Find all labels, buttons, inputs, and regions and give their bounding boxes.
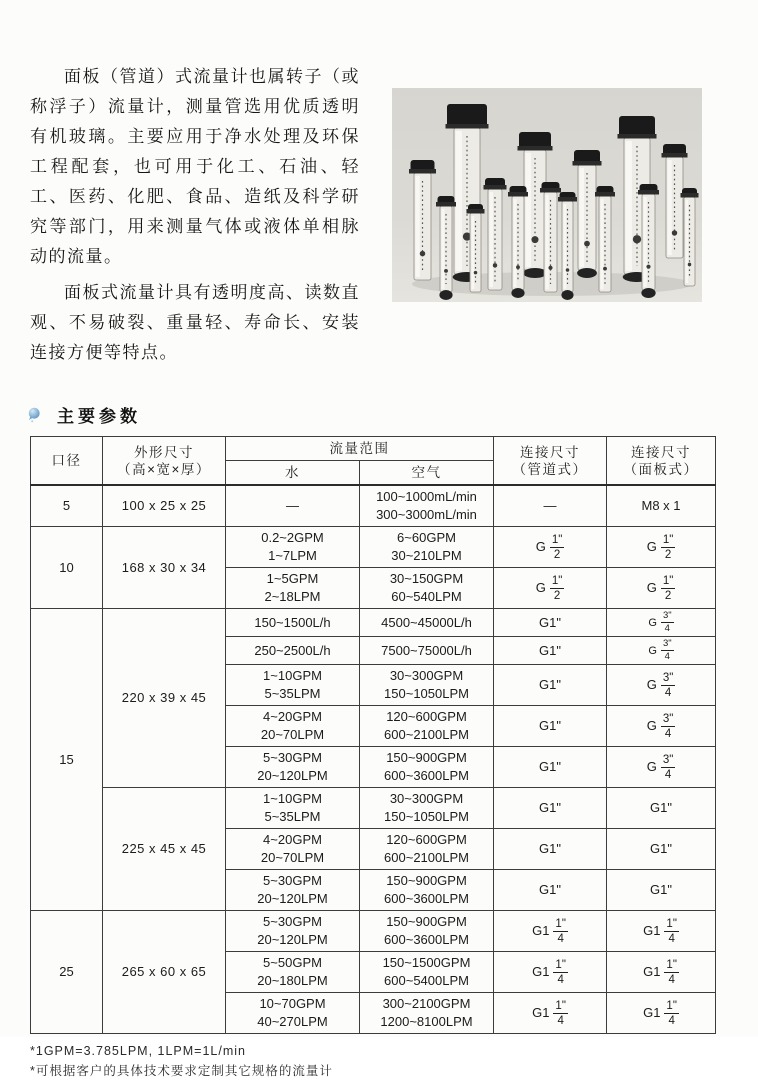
intro-text [30,62,360,368]
water-range-cell: 150~1500L/h [226,609,360,637]
air-range-cell: 120~600GPM 600~2100LPM [360,706,494,747]
table-row [31,609,716,637]
air-range-cell: 30~300GPM 150~1050LPM [360,665,494,706]
table-row [31,485,716,527]
pipe-connection-cell: G1" [494,706,607,747]
pipe-connection-cell: G1 $\frac{1"}{4}$ [494,993,607,1034]
pipe-connection-cell: G $\frac{1"}{2}$ [494,527,607,568]
spec-table-header [31,437,716,486]
water-range-cell: 4~20GPM 20~70LPM [226,706,360,747]
panel-connection-cell: G $\frac{3"}{4}$ [607,609,716,637]
water-range-cell: — [226,485,360,527]
panel-connection-cell: G1 $\frac{1"}{4}$ [607,911,716,952]
water-range-cell: 1~10GPM 5~35LPM [226,788,360,829]
pipe-connection-cell: G1" [494,637,607,665]
air-range-cell: 4500~45000L/h [360,609,494,637]
water-range-cell: 250~2500L/h [226,637,360,665]
panel-connection-cell: G1" [607,870,716,911]
spec-table [30,436,716,1034]
air-range-cell: 7500~75000L/h [360,637,494,665]
panel-connection-cell: G $\frac{3"}{4}$ [607,665,716,706]
size-cell: 225 x 45 x 45 [103,788,226,911]
spec-table-body [31,485,716,1034]
panel-connection-cell: G1" [607,788,716,829]
header-flow-range: 流量范围 [226,437,494,461]
panel-connection-cell: G $\frac{1"}{2}$ [607,568,716,609]
pipe-connection-cell: G1" [494,665,607,706]
panel-connection-cell: G $\frac{1"}{2}$ [607,527,716,568]
diameter-cell: 10 [31,527,103,609]
water-range-cell: 5~30GPM 20~120LPM [226,870,360,911]
header-size-line1: 外形尺寸 [134,444,194,460]
water-range-cell: 5~30GPM 20~120LPM [226,911,360,952]
header-pipe-connection [494,437,607,486]
size-cell: 100 x 25 x 25 [103,485,226,527]
pipe-connection-cell: G1" [494,788,607,829]
air-range-cell: 150~900GPM 600~3600LPM [360,870,494,911]
footnotes [30,1041,758,1081]
air-range-cell: 6~60GPM 30~210LPM [360,527,494,568]
blue-droplet-icon [26,407,42,423]
pipe-connection-cell: G $\frac{1"}{2}$ [494,568,607,609]
panel-connection-cell: G1" [607,829,716,870]
water-range-cell: 1~10GPM 5~35LPM [226,665,360,706]
diameter-cell: 25 [31,911,103,1034]
section-header [26,402,758,427]
air-range-cell: 150~900GPM 600~3600LPM [360,911,494,952]
air-range-cell: 150~1500GPM 600~5400LPM [360,952,494,993]
header-panel-line1: 连接尺寸 [631,444,691,460]
diameter-cell: 15 [31,609,103,911]
intro-paragraph-2: 面板式流量计具有透明度高、读数直观、不易破裂、重量轻、寿命长、安装连接方便等特点。 [30,283,360,362]
table-row [31,911,716,952]
pipe-connection-cell: G1" [494,829,607,870]
page-title: 主要参数 [57,407,141,426]
diameter-cell: 5 [31,485,103,527]
header-pipe-line1: 连接尺寸 [520,444,580,460]
top-section [0,0,758,368]
pipe-connection-cell: G1" [494,747,607,788]
air-range-cell: 150~900GPM 600~3600LPM [360,747,494,788]
air-range-cell: 30~300GPM 150~1050LPM [360,788,494,829]
panel-connection-cell: G1 $\frac{1"}{4}$ [607,993,716,1034]
panel-connection-cell: G $\frac{3"}{4}$ [607,747,716,788]
pipe-connection-cell: G1 $\frac{1"}{4}$ [494,911,607,952]
header-panel-connection [607,437,716,486]
table-row [31,527,716,568]
header-size [103,437,226,486]
pipe-connection-cell: G1 $\frac{1"}{4}$ [494,952,607,993]
header-diameter: 口径 [31,437,103,486]
panel-connection-cell: M8 x 1 [607,485,716,527]
water-range-cell: 0.2~2GPM 1~7LPM [226,527,360,568]
water-range-cell: 5~30GPM 20~120LPM [226,747,360,788]
panel-connection-cell: G $\frac{3"}{4}$ [607,706,716,747]
pipe-connection-cell: — [494,485,607,527]
panel-connection-cell: G $\frac{3"}{4}$ [607,637,716,665]
product-photo [392,88,702,302]
air-range-cell: 120~600GPM 600~2100LPM [360,829,494,870]
pipe-connection-cell: G1" [494,870,607,911]
size-cell: 168 x 30 x 34 [103,527,226,609]
table-row [31,788,716,829]
water-range-cell: 1~5GPM 2~18LPM [226,568,360,609]
water-range-cell: 4~20GPM 20~70LPM [226,829,360,870]
pipe-connection-cell: G1" [494,609,607,637]
flow-meters-photo [392,88,702,302]
header-size-line2: （高×宽×厚） [117,461,211,477]
air-range-cell: 30~150GPM 60~540LPM [360,568,494,609]
intro-paragraph-1: 面板（管道）式流量计也属转子（或称浮子）流量计，测量管选用优质透明有机玻璃。主要应用于净水处理及环保工程配套，也可用于化工、石油、轻工、医药、化肥、食品、造纸及科学研究等部门，用来测量气体或液体单相脉动的流量。 [30,67,360,266]
header-panel-line2: （面板式） [623,461,699,477]
size-cell: 220 x 39 x 45 [103,609,226,788]
footnote-1: *1GPM=3.785LPM, 1LPM=1L/min [30,1044,246,1058]
footnote-2: *可根据客户的具体技术要求定制其它规格的流量计 [30,1064,333,1078]
header-pipe-line2: （管道式） [512,461,588,477]
header-air: 空气 [360,461,494,486]
air-range-cell: 100~1000mL/min 300~3000mL/min [360,485,494,527]
panel-connection-cell: G1 $\frac{1"}{4}$ [607,952,716,993]
water-range-cell: 5~50GPM 20~180LPM [226,952,360,993]
water-range-cell: 10~70GPM 40~270LPM [226,993,360,1034]
size-cell: 265 x 60 x 65 [103,911,226,1034]
header-water: 水 [226,461,360,486]
air-range-cell: 300~2100GPM 1200~8100LPM [360,993,494,1034]
